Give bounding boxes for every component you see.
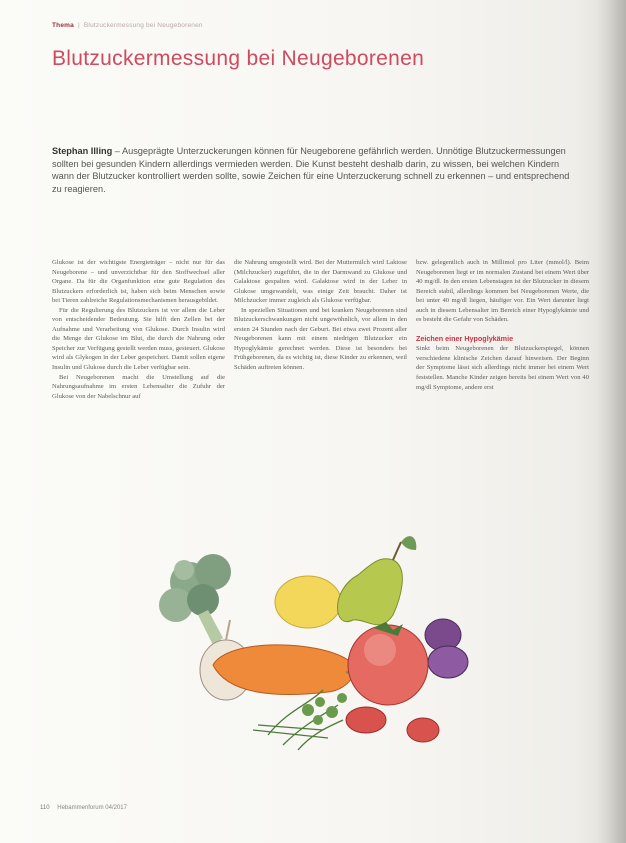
- paragraph: Bei Neugeborenen macht die Umstellung auf die Nahrungsaufnahme im ersten Lebensalter die Zufuhr der Glukose von der Nabelschnur auf: [52, 373, 225, 400]
- text-column-1: [52, 258, 225, 401]
- text-column-2: [234, 258, 407, 373]
- pear-icon: [337, 536, 416, 625]
- article-lead: [52, 145, 572, 195]
- broccoli-icon: [159, 554, 231, 645]
- section-topic: Blutzuckermessung bei Neugeborenen: [83, 22, 203, 29]
- herbs-icon: [253, 690, 343, 750]
- article-title: Blutzuckermessung bei Neugeborenen: [52, 47, 425, 70]
- lead-text: Ausgeprägte Unterzuckerungen können für Neugeborene gefährlich werden. Unnötige Blutzuckermessungen sollten bei gesunden Kindern allerdings vermieden werden. Die Kunst besteht deshalb darin, zu wissen, bei welchen Kindern wann der Blutzucker kontrolliert werden sollte, sowie Zeichen für eine Unterzuckerung schnell zu erkennen – und entsprechend zu reagieren.: [52, 146, 570, 194]
- page-number: 110: [40, 805, 50, 811]
- vegetables-illustration: [118, 520, 508, 770]
- journal-name: Hebammenforum 04/2017: [57, 805, 127, 811]
- paragraph: bzw. gelegentlich auch in Millimol pro Liter (mmol/l). Beim Neugeborenen liegt er im normalen Zustand bei einem Wert über 40 mg/dl. In den ersten Lebenstagen ist der Blutzucker in diesem Bereich stabil, allerdings kommen bei Neugeborenen Werte, die bei unter 40 mg/dl liegen, häufiger vor. Ein Wert darunter liegt auch in diesem Lebensalter im Bereich einer Hypoglykämie und es besteht die Gefahr von Schäden.: [416, 259, 589, 324]
- paragraph: Für die Regulierung des Blutzuckers ist vor allem die Leber von entscheidender Bedeutung. Sie hilft den Zellen bei der Aufnahme und Verarbeitung von Glukose. Durch Insulin wird die Menge der Glukose im Blut, die durch die Nahrung oder Speicher zur Verfügung gestellt werden muss, gesteuert. Glukose wird als Glykogen in der Leber gespeichert. Damit sollen eigene Insulin und Glukose durch die Leber verfügbar sein.: [52, 306, 225, 372]
- lemon-icon: [275, 576, 341, 628]
- paragraph: Sinkt beim Neugeborenen der Blutzuckerspiegel, können verschiedene klinische Zeichen darauf hinweisen. Der Beginn der Symptome lässt sich allerdings nicht immer bei einem Wert feststellen. Manche Kinder zeigen bereits bei einem Wert von 40 mg/dl Symptome, andere erst: [416, 345, 589, 391]
- parsley-icon: [302, 693, 347, 725]
- cherry-tomato-icon: [407, 718, 439, 742]
- cherry-tomato-icon: [346, 707, 386, 733]
- paragraph: In speziellen Situationen und bei kranken Neugeborenen sind Blutzuckerschwankungen nicht ungewöhnlich, vor allem in den ersten 24 Stunden nach der Geburt. Bei etwa zwei Prozent aller Neugeborenen kann mit einem niedrigen Blutzucker ein Hypoglykämie gerechnet werden. Diese ist besonders bei Frühgeborenen, da es wichtig ist, diese Kinder zu erkennen, weil Schäden auftreten können.: [234, 306, 407, 372]
- author-name: Stephan Illing: [52, 146, 113, 156]
- tomato-icon: [348, 622, 428, 705]
- page-footer: [40, 805, 127, 811]
- plum-icon: [428, 646, 468, 678]
- subheading: Zeichen einer Hypoglykämie: [416, 333, 514, 343]
- paragraph: Glukose ist der wichtigste Energieträger – nicht nur für das Neugeborene – und unverzichtbar für den Stoffwechsel aller Organe. Da für die Organfunktion eine gute Regulation des Blutzuckers erforderlich ist, haben sich beim Menschen sowie bei Tieren zahlreiche Regulationsmechanismen herausgebildet.: [52, 259, 225, 305]
- text-column-3: [416, 258, 589, 392]
- page-spine-shadow: [596, 0, 626, 843]
- lead-separator: –: [112, 146, 122, 156]
- paragraph: die Nahrung umgestellt wird. Bei der Muttermilch wird Laktose (Milchzucker) zugeführt, die in der Darmwand zu Glukose und Galaktose gespalten wird. Galaktose wird in der Leber in Glukose umgewandelt, was einige Zeit braucht. Daher ist Milchzucker immer zugleich als Glukose verfügbar.: [234, 259, 407, 305]
- section-rubric: Thema | Blutzuckermessung bei Neugeborenen: [52, 22, 203, 29]
- section-label: Thema: [52, 22, 74, 29]
